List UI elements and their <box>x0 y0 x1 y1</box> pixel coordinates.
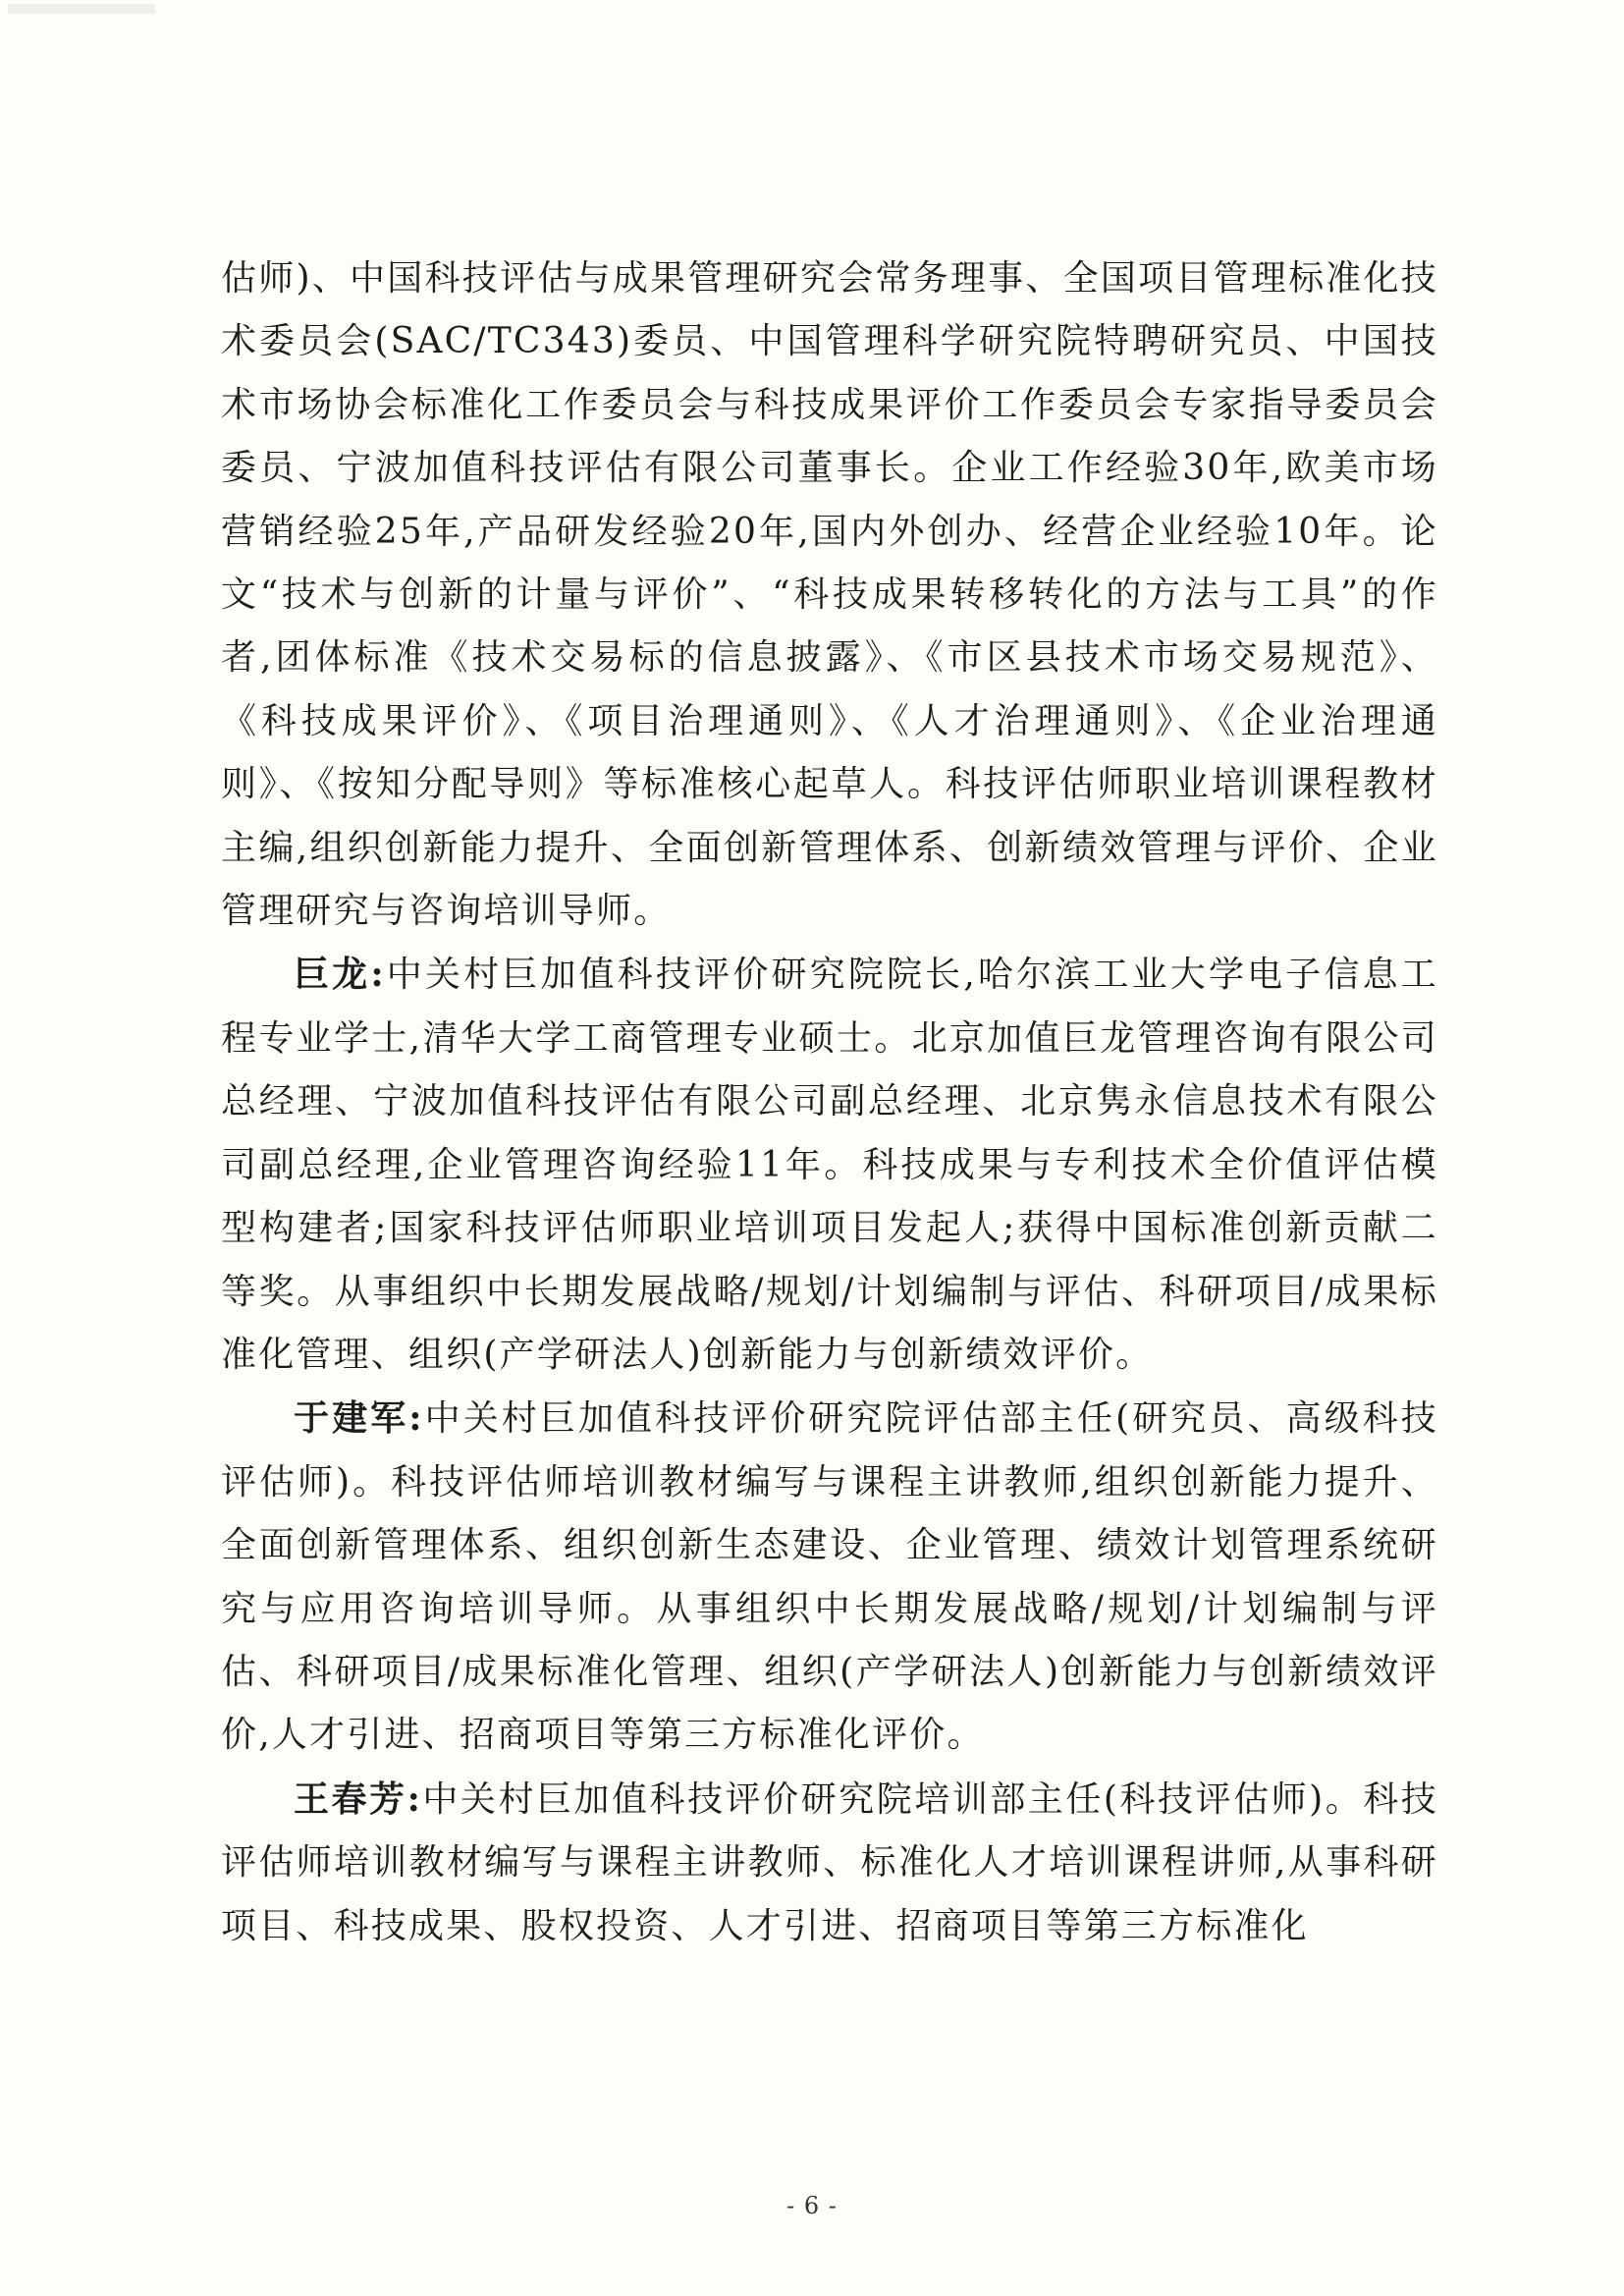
paragraph-wang-chunfang <box>221 1768 1438 1958</box>
page-number: - 6 - <box>786 2192 838 2219</box>
paragraph-text: 估师)、中国科技评估与成果管理研究会常务理事、全国项目管理标准化技术委员会(SAC/TC343)委员、中国管理科学研究院特聘研究员、中国技术市场协会标准化工作委员会与科技成果评价工作委员会专家指导委员会委员、宁波加值科技评估有限公司董事长。企业工作经验30年,欧美市场营销经验25年,产品研发经验20年,国内外创办、经营企业经验10年。论文“技术与创新的计量与评价”、“科技成果转移转化的方法与工具”的作者,团体标准《技术交易标的信息披露》、《市区县技术市场交易规范》、《科技成果评价》、《项目治理通则》、《人才治理通则》、《企业治理通则》、《按知分配导则》等标准核心起草人。科技评估师职业培训课程教材主编,组织创新能力提升、全面创新管理体系、创新绩效管理与评价、企业管理研究与咨询培训导师。 <box>221 258 1438 932</box>
paragraph-text: 中关村巨加值科技评价研究院院长,哈尔滨工业大学电子信息工程专业学士,清华大学工商管理专业硕士。北京加值巨龙管理咨询有限公司总经理、宁波加值科技评估有限公司副总经理、北京隽永信息技术有限公司副总经理,企业管理咨询经验11年。科技成果与专利技术全价值评估模型构建者;国家科技评估师职业培训项目发起人;获得中国标准创新贡献二等奖。从事组织中长期发展战略/规划/计划编制与评估、科研项目/成果标准化管理、组织(产学研法人)创新能力与创新绩效评价。 <box>221 955 1438 1375</box>
paragraph-continuation <box>221 247 1438 943</box>
paragraph-text: 中关村巨加值科技评价研究院培训部主任(科技评估师)。科技评估师培训教材编写与课程主讲教师、标准化人才培训课程讲师,从事科研项目、科技成果、股权投资、人才引进、招商项目等第三方标准化 <box>221 1778 1438 1946</box>
paragraph-yu-jianjun <box>221 1387 1438 1767</box>
scan-corner-mark <box>8 4 155 14</box>
person-name: 于建军: <box>294 1397 424 1440</box>
person-name: 王春芳: <box>294 1777 423 1820</box>
person-name: 巨龙: <box>294 954 386 996</box>
paragraph-text: 中关村巨加值科技评价研究院评估部主任(研究员、高级科技评估师)。科技评估师培训教材编写与课程主讲教师,组织创新能力提升、全面创新管理体系、组织创新生态建设、企业管理、绩效计划管理系统研究与应用咨询培训导师。从事组织中长期发展战略/规划/计划编制与评估、科研项目/成果标准化管理、组织(产学研法人)创新能力与创新绩效评价,人才引进、招商项目等第三方标准化评价。 <box>221 1398 1438 1756</box>
document-body <box>221 247 1438 1958</box>
paragraph-ju-long <box>221 943 1438 1387</box>
